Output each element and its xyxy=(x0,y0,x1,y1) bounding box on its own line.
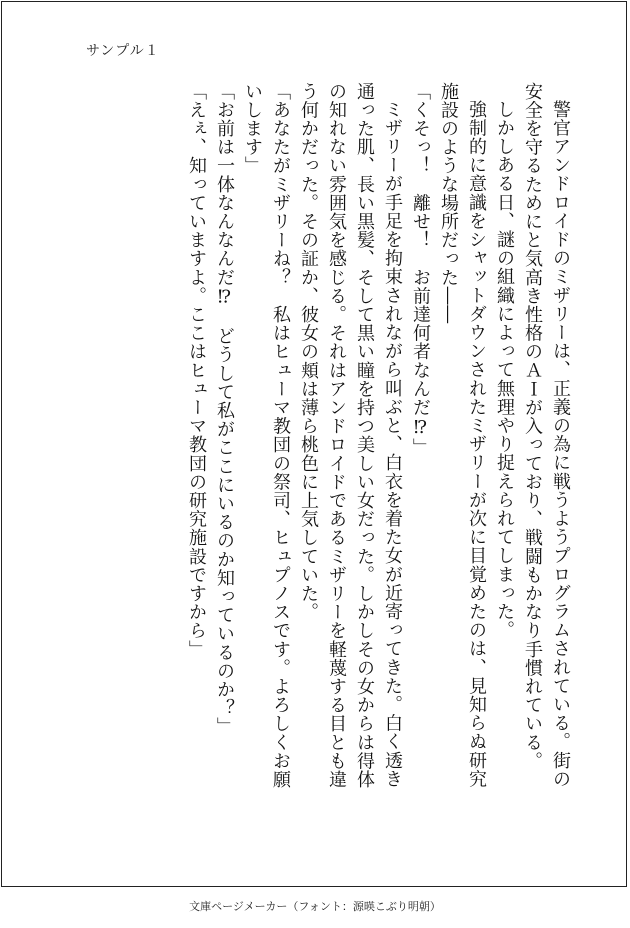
paragraph-woman-description: ミザリーが手足を拘束されながら叫ぶと、白衣を着た女が近寄ってきた。白く透き通った肌、長い黒髪、そして黒い瞳を持つ美しい女だった。しかしその女からは得体の知れない雰囲気を感じる。それはアンドロイドであるミザリーを軽蔑する目とも違う何かだった。その証か、彼女の頬は薄ら桃色に上気していた。 xyxy=(298,82,403,789)
paragraph-intro: 警官アンドロイドのミザリーは、正義の為に戦うようプログラムされている。街の安全を守るためにと気高き性格のＡＩが入っており、戦闘もかなり手慣れている。 xyxy=(522,82,571,789)
dialogue-misery-question: 「お前は一体なんなんだ⁉ どうして私がここにいるのか知っているのか？」 xyxy=(214,82,235,736)
dialogue-hypnos-greeting: 「あなたがミザリーね？ 私はヒューマ教団の祭司、ヒュプノスです。よろしくお願いします」 xyxy=(242,82,291,789)
sample-title: サンプル１ xyxy=(86,43,160,59)
dialogue-hypnos-answer: 「えぇ、知っていますよ。ここはヒューマ教団の研究施設ですから」 xyxy=(186,82,207,659)
footer-caption: 文庫ページメーカー（フォント：源暎こぶり明朝） xyxy=(189,900,441,913)
vertical-text-body xyxy=(182,82,574,802)
dialogue-misery-shout: 「くそっ！ 離せ！ お前達何者なんだ⁉」 xyxy=(410,82,431,457)
paragraph-captured: しかしある日、謎の組織によって無理やり捉えられてしまった。 xyxy=(494,100,515,640)
paragraph-awakening: 強制的に意識をシャットダウンされたミザリーが次に目覚めたのは、見知らぬ研究施設のような場所だった―― xyxy=(438,82,487,789)
